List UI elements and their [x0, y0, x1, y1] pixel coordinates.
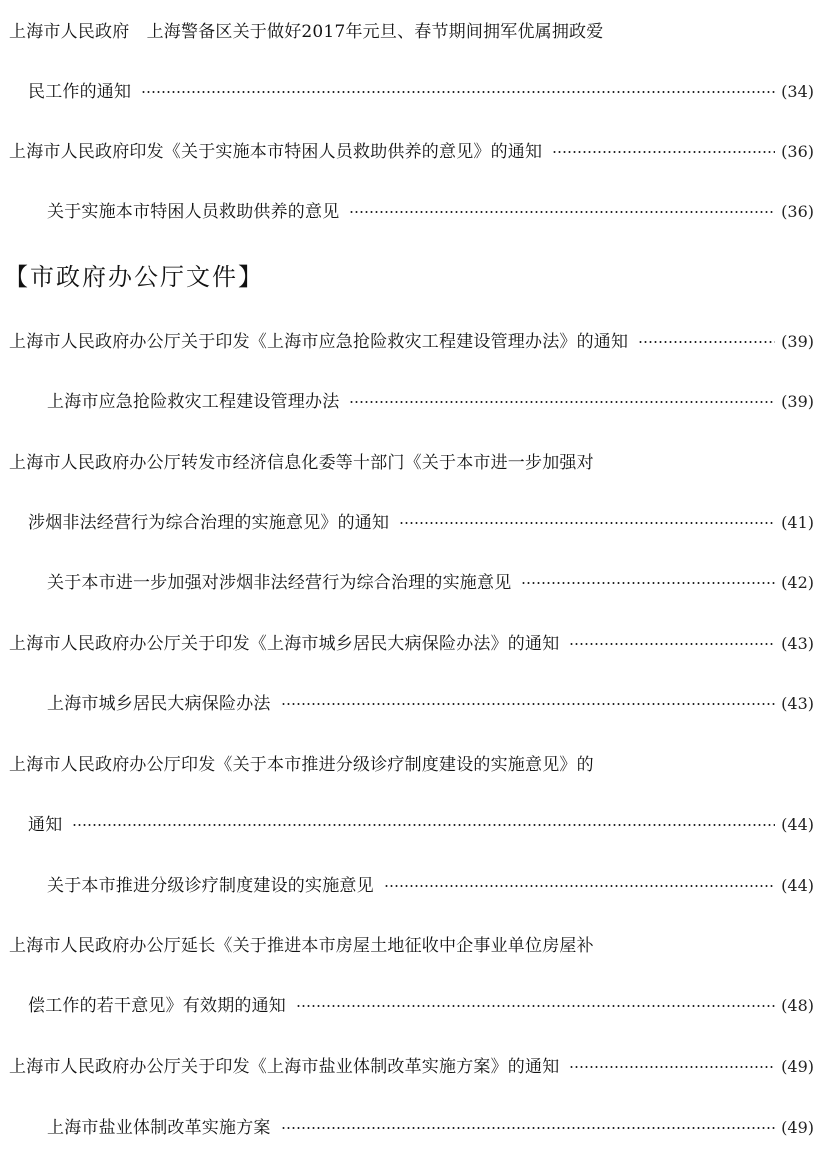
- toc-entry-title: 上海市人民政府 上海警备区关于做好2017年元旦、春节期间拥军优属拥政爱: [9, 22, 604, 42]
- dot-leader: [281, 703, 776, 705]
- toc-entry-title: 通知: [28, 815, 63, 835]
- toc-entry-title: 上海市人民政府办公厅延长《关于推进本市房屋土地征收中企事业单位房屋补: [9, 936, 594, 956]
- toc-entry[interactable]: [0, 387, 814, 417]
- toc-entry[interactable]: [0, 77, 814, 107]
- toc-entry-title: 涉烟非法经营行为综合治理的实施意见》的通知: [28, 513, 390, 533]
- toc-entry-title: 关于本市进一步加强对涉烟非法经营行为综合治理的实施意见: [47, 573, 512, 593]
- toc-entry-title: 上海市应急抢险救灾工程建设管理办法: [47, 392, 340, 412]
- toc-page-number: (36): [781, 142, 814, 161]
- toc-page-number: (39): [781, 332, 814, 351]
- dot-leader: [281, 1127, 776, 1129]
- toc-entry-title: 上海市人民政府办公厅转发市经济信息化委等十部门《关于本市进一步加强对: [9, 453, 594, 473]
- toc-page-number: (44): [781, 876, 814, 895]
- toc-page-number: (44): [781, 815, 814, 834]
- toc-entry: [0, 17, 814, 47]
- dot-leader: [72, 824, 775, 826]
- toc-page-number: (39): [781, 392, 814, 411]
- toc-entry[interactable]: [0, 1113, 814, 1143]
- dot-leader: [384, 885, 775, 887]
- toc-entry-title: 关于本市推进分级诊疗制度建设的实施意见: [47, 876, 374, 896]
- toc-entry-title: 上海市盐业体制改革实施方案: [47, 1118, 271, 1138]
- toc-entry[interactable]: [0, 810, 814, 840]
- toc-page-number: (49): [781, 1057, 814, 1076]
- toc-entry-title: 上海市人民政府办公厅印发《关于本市推进分级诊疗制度建设的实施意见》的: [9, 755, 594, 775]
- toc-entry-title: 关于实施本市特困人员救助供养的意见: [47, 202, 340, 222]
- toc-entry-title: 民工作的通知: [28, 82, 132, 102]
- toc-entry-title: 偿工作的若干意见》有效期的通知: [28, 996, 286, 1016]
- toc-entry[interactable]: [0, 629, 814, 659]
- toc-entry[interactable]: [0, 871, 814, 901]
- dot-leader: [552, 151, 775, 153]
- dot-leader: [521, 582, 775, 584]
- dot-leader: [349, 401, 775, 403]
- dot-leader: [569, 643, 775, 645]
- toc-entry: [0, 931, 814, 961]
- toc-entry[interactable]: [0, 568, 814, 598]
- dot-leader: [569, 1066, 775, 1068]
- toc-entry-title: 上海市人民政府办公厅关于印发《上海市应急抢险救灾工程建设管理办法》的通知: [9, 332, 629, 352]
- toc-page-number: (43): [781, 694, 814, 713]
- section-heading: 【市政府办公厅文件】: [4, 263, 264, 291]
- toc-entry[interactable]: [0, 508, 814, 538]
- dot-leader: [349, 211, 775, 213]
- toc-page-number: (42): [781, 573, 814, 592]
- toc-entry: [0, 448, 814, 478]
- toc-entry[interactable]: [0, 137, 814, 167]
- toc-entry: [0, 750, 814, 780]
- dot-leader: [638, 341, 775, 343]
- toc-page-number: (36): [781, 202, 814, 221]
- toc-entry[interactable]: [0, 991, 814, 1021]
- toc-page-number: (48): [781, 996, 814, 1015]
- toc-entry-title: 上海市人民政府办公厅关于印发《上海市城乡居民大病保险办法》的通知: [9, 634, 560, 654]
- dot-leader: [399, 522, 775, 524]
- toc-entry[interactable]: [0, 689, 814, 719]
- toc-page-number: (49): [781, 1118, 814, 1137]
- toc-entry[interactable]: [0, 197, 814, 227]
- toc-page-number: (34): [781, 82, 814, 101]
- toc-page-number: (41): [781, 513, 814, 532]
- toc-entry[interactable]: [0, 1052, 814, 1082]
- dot-leader: [141, 91, 775, 93]
- toc-entry[interactable]: [0, 327, 814, 357]
- toc-page-number: (43): [781, 634, 814, 653]
- toc-entry-title: 上海市人民政府办公厅关于印发《上海市盐业体制改革实施方案》的通知: [9, 1057, 560, 1077]
- dot-leader: [296, 1005, 775, 1007]
- toc-entry-title: 上海市城乡居民大病保险办法: [47, 694, 271, 714]
- toc-entry-title: 上海市人民政府印发《关于实施本市特困人员救助供养的意见》的通知: [9, 142, 543, 162]
